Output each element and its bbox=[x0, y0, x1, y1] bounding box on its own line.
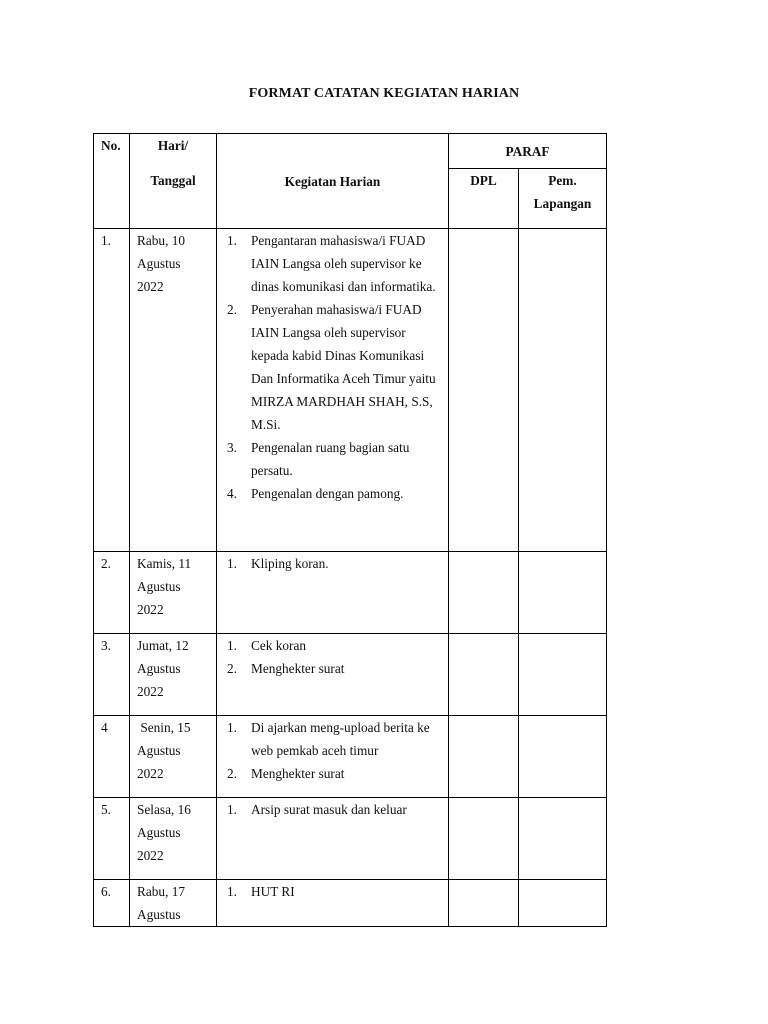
header-day-line1: Hari/ bbox=[157, 138, 189, 153]
day-date-line: 2022 bbox=[137, 684, 164, 699]
row-day-date bbox=[130, 229, 217, 552]
row-activities bbox=[217, 798, 449, 880]
activity-item bbox=[217, 657, 448, 680]
activity-item bbox=[217, 552, 448, 575]
header-day-date bbox=[130, 134, 217, 229]
row-day-date bbox=[130, 798, 217, 880]
row-day-date bbox=[130, 552, 217, 634]
paraf-dpl-cell bbox=[449, 229, 519, 552]
header-day-line2: Tanggal bbox=[150, 173, 196, 188]
activity-text: Kliping koran. bbox=[251, 556, 329, 571]
paraf-dpl-cell bbox=[449, 716, 519, 798]
row-number: 6. bbox=[94, 880, 130, 927]
header-dpl: DPL bbox=[449, 169, 519, 229]
activity-number: 1. bbox=[227, 233, 237, 248]
activity-item bbox=[217, 436, 448, 482]
table-row bbox=[94, 716, 607, 798]
paraf-pem-lapangan-cell bbox=[519, 716, 607, 798]
page-title: FORMAT CATATAN KEGIATAN HARIAN bbox=[248, 86, 520, 101]
activity-number: 2. bbox=[227, 302, 237, 317]
activity-text: Menghekter surat bbox=[251, 661, 345, 676]
paraf-dpl-cell bbox=[449, 880, 519, 927]
header-no: No. bbox=[94, 134, 130, 229]
table-row bbox=[94, 552, 607, 634]
row-activities bbox=[217, 552, 449, 634]
day-date-line: Rabu, 10 bbox=[137, 233, 186, 248]
paraf-dpl-cell bbox=[449, 798, 519, 880]
row-number: 5. bbox=[94, 798, 130, 880]
row-number: 3. bbox=[94, 634, 130, 716]
activity-number: 3. bbox=[227, 440, 237, 455]
day-date-line: Agustus bbox=[137, 743, 181, 758]
activity-item bbox=[217, 798, 448, 821]
row-number: 4 bbox=[94, 716, 130, 798]
day-date-line: Senin, 15 bbox=[137, 720, 191, 735]
activity-text: Cek koran bbox=[251, 638, 307, 653]
day-date-line: Agustus bbox=[137, 907, 181, 922]
activity-number: 1. bbox=[227, 638, 237, 653]
row-number: 2. bbox=[94, 552, 130, 634]
activity-number: 1. bbox=[227, 720, 237, 735]
table-row bbox=[94, 229, 607, 552]
activity-item bbox=[217, 880, 448, 903]
activity-item bbox=[217, 482, 448, 505]
activity-item bbox=[217, 762, 448, 785]
day-date-line: Jumat, 12 bbox=[137, 638, 189, 653]
header-pem-lapangan bbox=[519, 169, 607, 229]
activity-number: 2. bbox=[227, 661, 237, 676]
day-date-line: Agustus bbox=[137, 256, 181, 271]
day-date-line: Selasa, 16 bbox=[137, 802, 191, 817]
activity-number: 1. bbox=[227, 556, 237, 571]
activity-number: 1. bbox=[227, 884, 237, 899]
activity-text: Pengenalan ruang bagian satu persatu. bbox=[251, 440, 410, 478]
activity-number: 2. bbox=[227, 766, 237, 781]
row-activities bbox=[217, 716, 449, 798]
row-activities bbox=[217, 229, 449, 552]
paraf-dpl-cell bbox=[449, 634, 519, 716]
row-day-date bbox=[130, 716, 217, 798]
activity-item bbox=[217, 716, 448, 762]
header-paraf: PARAF bbox=[449, 134, 607, 169]
activity-text: Penyerahan mahasiswa/i FUAD IAIN Langsa oleh supervisor kepada kabid Dinas Komunikasi Dan Informatika Aceh Timur yaitu MIRZA MARDHAH SHAH, S.S, M.Si. bbox=[251, 302, 436, 432]
row-day-date bbox=[130, 880, 217, 927]
row-number: 1. bbox=[94, 229, 130, 552]
activity-item bbox=[217, 298, 448, 436]
table-row bbox=[94, 798, 607, 880]
day-date-line: Agustus bbox=[137, 825, 181, 840]
row-activities bbox=[217, 634, 449, 716]
day-date-line: 2022 bbox=[137, 602, 164, 617]
activity-text: HUT RI bbox=[251, 884, 295, 899]
paraf-dpl-cell bbox=[449, 552, 519, 634]
paraf-pem-lapangan-cell bbox=[519, 880, 607, 927]
day-date-line: Agustus bbox=[137, 579, 181, 594]
activity-text: Pengantaran mahasiswa/i FUAD IAIN Langsa oleh supervisor ke dinas komunikasi dan informatika. bbox=[251, 233, 436, 294]
day-date-line: Rabu, 17 bbox=[137, 884, 186, 899]
row-day-date bbox=[130, 634, 217, 716]
paraf-pem-lapangan-cell bbox=[519, 798, 607, 880]
activity-item bbox=[217, 634, 448, 657]
day-date-line: 2022 bbox=[137, 766, 164, 781]
activity-text: Pengenalan dengan pamong. bbox=[251, 486, 404, 501]
activity-item bbox=[217, 229, 448, 298]
header-pem-line2: Lapangan bbox=[533, 196, 592, 212]
day-date-line: 2022 bbox=[137, 848, 164, 863]
activity-text: Di ajarkan meng-upload berita ke web pemkab aceh timur bbox=[251, 720, 430, 758]
paraf-pem-lapangan-cell bbox=[519, 634, 607, 716]
activity-text: Menghekter surat bbox=[251, 766, 345, 781]
table-row bbox=[94, 880, 607, 927]
activity-log-table bbox=[93, 133, 607, 927]
paraf-pem-lapangan-cell bbox=[519, 552, 607, 634]
activity-number: 4. bbox=[227, 486, 237, 501]
day-date-line: Kamis, 11 bbox=[137, 556, 192, 571]
header-activity: Kegiatan Harian bbox=[217, 134, 449, 229]
row-activities bbox=[217, 880, 449, 927]
day-date-line: Agustus bbox=[137, 661, 181, 676]
paraf-pem-lapangan-cell bbox=[519, 229, 607, 552]
day-date-line: 2022 bbox=[137, 279, 164, 294]
table-row bbox=[94, 634, 607, 716]
header-pem-line1: Pem. bbox=[548, 173, 577, 189]
activity-text: Arsip surat masuk dan keluar bbox=[251, 802, 407, 817]
activity-number: 1. bbox=[227, 802, 237, 817]
